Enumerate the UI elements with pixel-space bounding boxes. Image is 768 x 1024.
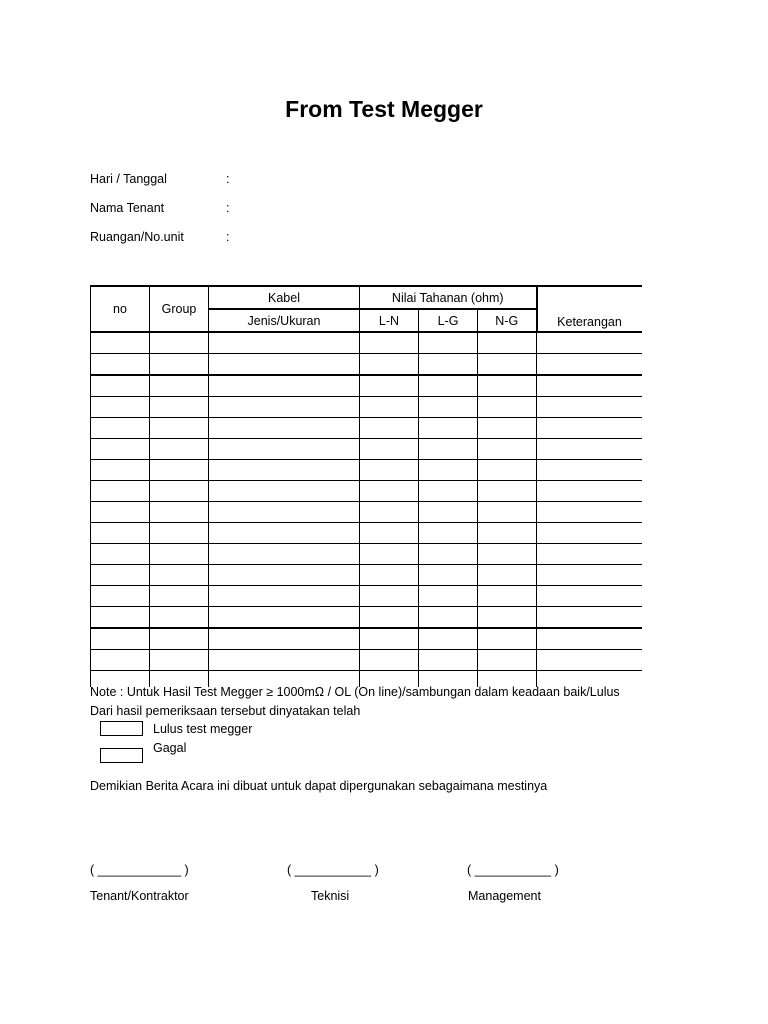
table-cell[interactable] [478,523,537,544]
table-row [91,523,642,544]
document-title: From Test Megger [285,96,483,122]
table-cell[interactable] [478,439,537,460]
table-cell[interactable] [91,375,150,397]
table-cell[interactable] [209,586,360,607]
table-cell[interactable] [209,523,360,544]
table-cell[interactable] [150,418,209,439]
table-cell[interactable] [478,481,537,502]
table-cell[interactable] [360,397,419,418]
table-cell[interactable] [91,439,150,460]
table-cell[interactable] [360,375,419,397]
table-cell[interactable] [91,586,150,607]
table-cell[interactable] [91,628,150,650]
table-cell[interactable] [209,332,360,354]
table-cell[interactable] [360,460,419,481]
table-cell[interactable] [209,460,360,481]
table-cell[interactable] [150,460,209,481]
table-cell[interactable] [91,565,150,586]
table-cell[interactable] [419,586,478,607]
table-cell[interactable] [360,418,419,439]
table-row [91,375,642,397]
table-cell[interactable] [91,354,150,376]
field-label-room: Ruangan/No.unit [90,230,184,244]
table-cell[interactable] [360,332,419,354]
table-cell[interactable] [209,607,360,629]
table-cell[interactable] [150,565,209,586]
table-cell[interactable] [360,586,419,607]
table-cell[interactable] [537,523,642,544]
table-row [91,439,642,460]
table-cell[interactable] [91,544,150,565]
table-cell[interactable] [419,460,478,481]
header-ng: N-G [478,309,537,332]
table-cell[interactable] [91,418,150,439]
table-cell[interactable] [91,502,150,523]
table-cell[interactable] [150,397,209,418]
closing-statement: Demikian Berita Acara ini dibuat untuk dapat dipergunakan sebagaimana mestinya [90,779,548,793]
table-body [91,332,642,687]
table-row [91,544,642,565]
header-keterangan: Keterangan [537,286,642,332]
table-cell[interactable] [209,544,360,565]
table-cell[interactable] [209,650,360,671]
signature-blank-teknisi: ( ___________ ) [287,863,379,877]
checkbox-lulus[interactable] [100,721,143,736]
header-lg: L-G [419,309,478,332]
table-row [91,650,642,671]
table-cell[interactable] [478,375,537,397]
table-cell[interactable] [209,502,360,523]
table-row [91,332,642,354]
table-cell[interactable] [537,332,642,354]
table-row [91,586,642,607]
table-row [91,481,642,502]
table-cell[interactable] [150,586,209,607]
table-cell[interactable] [537,460,642,481]
table-cell[interactable] [360,439,419,460]
table-row [91,418,642,439]
table-cell[interactable] [360,628,419,650]
table-cell[interactable] [91,332,150,354]
table-cell[interactable] [360,565,419,586]
table-cell[interactable] [419,628,478,650]
table-cell[interactable] [209,375,360,397]
table-cell[interactable] [150,544,209,565]
table-cell[interactable] [150,481,209,502]
table-cell[interactable] [478,418,537,439]
table-cell[interactable] [419,332,478,354]
table-cell[interactable] [360,481,419,502]
table-cell[interactable] [537,439,642,460]
table-cell[interactable] [478,650,537,671]
table-cell[interactable] [478,586,537,607]
table-cell[interactable] [537,502,642,523]
table-cell[interactable] [150,650,209,671]
field-colon-date: : [226,172,230,186]
table-cell[interactable] [150,523,209,544]
table-cell[interactable] [478,354,537,376]
signature-blank-tenant: ( ____________ ) [90,863,189,877]
table-cell[interactable] [537,586,642,607]
table-cell[interactable] [419,523,478,544]
table-cell[interactable] [209,354,360,376]
table-cell[interactable] [419,418,478,439]
table-cell[interactable] [150,354,209,376]
table-cell[interactable] [419,481,478,502]
table-cell[interactable] [91,523,150,544]
table-cell[interactable] [419,607,478,629]
table-cell[interactable] [537,481,642,502]
table-cell[interactable] [150,332,209,354]
table-cell[interactable] [537,650,642,671]
table-cell[interactable] [419,354,478,376]
table-cell[interactable] [360,607,419,629]
header-group: Group [150,286,209,332]
header-kabel: Kabel [209,286,360,309]
table-cell[interactable] [209,397,360,418]
signature-role-tenant: Tenant/Kontraktor [90,889,189,903]
table-cell[interactable] [478,565,537,586]
table-cell[interactable] [360,354,419,376]
table-cell[interactable] [150,607,209,629]
option-lulus-label: Lulus test megger [153,722,253,736]
table-cell[interactable] [419,650,478,671]
signature-role-teknisi: Teknisi [311,889,350,903]
table-cell[interactable] [419,439,478,460]
table-cell[interactable] [419,397,478,418]
table-cell[interactable] [91,481,150,502]
checkbox-gagal[interactable] [100,748,143,763]
table-cell[interactable] [91,607,150,629]
table-cell[interactable] [150,628,209,650]
table-cell[interactable] [537,607,642,629]
table-row [91,502,642,523]
table-row [91,354,642,376]
field-colon-room: : [226,230,230,244]
note-text: Note : Untuk Hasil Test Megger ≥ 1000mΩ / OL (On line)/sambungan dalam keadaan baik/Lulus [90,685,620,699]
table-row [91,565,642,586]
header-nilai-tahanan: Nilai Tahanan (ohm) [360,286,537,309]
table-cell[interactable] [360,544,419,565]
table-cell[interactable] [478,607,537,629]
table-row [91,460,642,481]
table-cell[interactable] [478,628,537,650]
table-cell[interactable] [209,439,360,460]
table-row [91,628,642,650]
table-cell[interactable] [209,565,360,586]
result-intro: Dari hasil pemeriksaan tersebut dinyatakan telah [90,704,361,718]
table-cell[interactable] [478,397,537,418]
signature-role-management: Management [468,889,541,903]
table-cell[interactable] [478,460,537,481]
table-cell[interactable] [360,502,419,523]
table-cell[interactable] [209,481,360,502]
table-cell[interactable] [537,354,642,376]
table-row [91,397,642,418]
table-cell[interactable] [91,460,150,481]
table-cell[interactable] [360,523,419,544]
table-cell[interactable] [478,544,537,565]
table-cell[interactable] [478,502,537,523]
field-label-date: Hari / Tanggal [90,172,167,186]
table-cell[interactable] [209,628,360,650]
table-cell[interactable] [419,544,478,565]
table-cell[interactable] [537,375,642,397]
table-cell[interactable] [150,502,209,523]
header-jenis-ukuran: Jenis/Ukuran [209,309,360,332]
header-no: no [91,286,150,332]
field-label-tenant: Nama Tenant [90,201,165,215]
table-row [91,607,642,629]
table-cell[interactable] [537,397,642,418]
option-gagal-label: Gagal [153,741,187,755]
table-cell[interactable] [91,397,150,418]
table-cell[interactable] [537,565,642,586]
table-cell[interactable] [478,332,537,354]
field-colon-tenant: : [226,201,230,215]
table-cell[interactable] [91,650,150,671]
table-cell[interactable] [150,375,209,397]
table-cell[interactable] [537,544,642,565]
table-cell[interactable] [419,502,478,523]
table-cell[interactable] [419,565,478,586]
table-cell[interactable] [150,439,209,460]
table-cell[interactable] [419,375,478,397]
table-cell[interactable] [537,418,642,439]
megger-test-table [90,285,642,687]
table-cell[interactable] [209,418,360,439]
table-cell[interactable] [360,650,419,671]
table-cell[interactable] [537,628,642,650]
signature-blank-management: ( ___________ ) [467,863,559,877]
header-ln: L-N [360,309,419,332]
